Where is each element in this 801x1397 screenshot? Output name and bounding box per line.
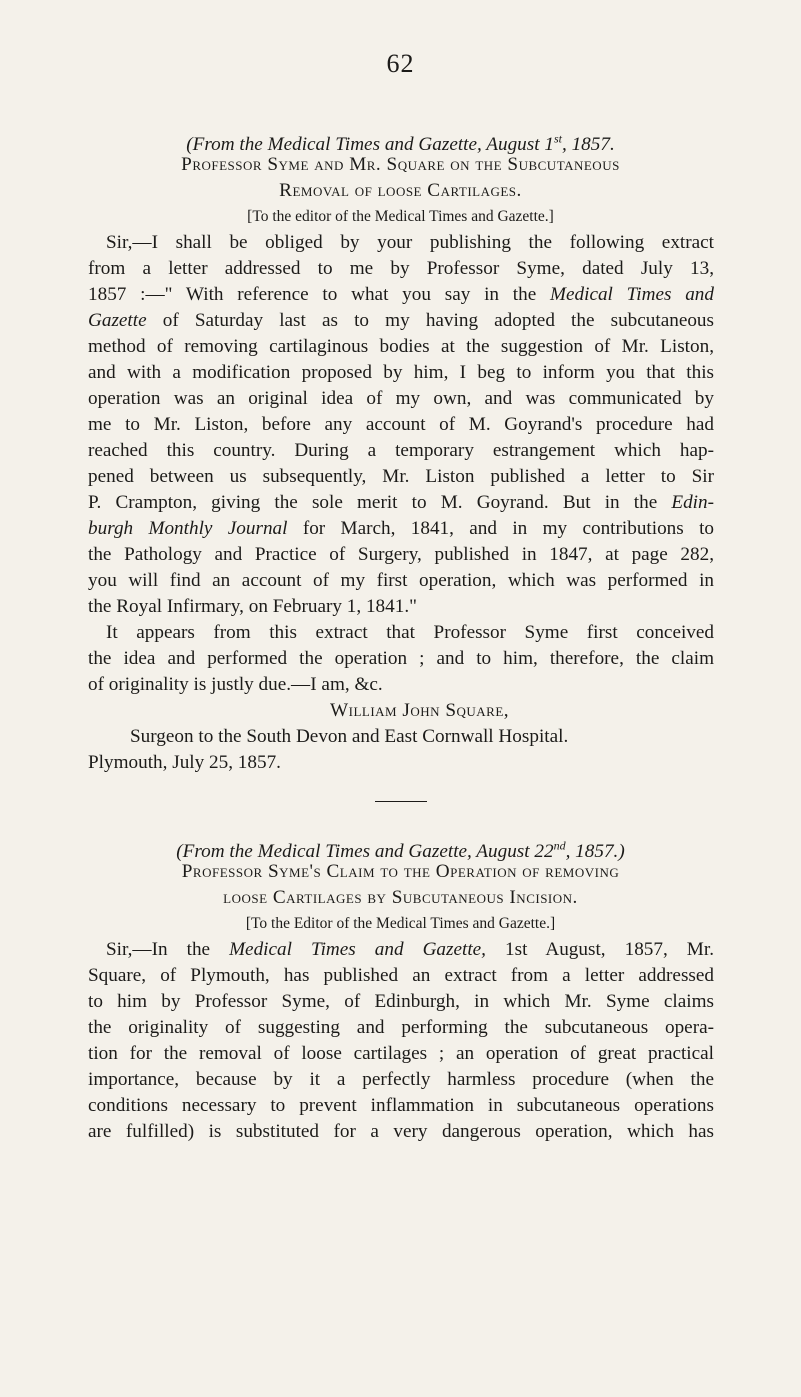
article1-line: the Royal Infirmary, on February 1, 1841." xyxy=(88,596,417,617)
article1-place-date: Plymouth, July 25, 1857. xyxy=(88,752,281,773)
article2-line: importance, because by it a perfectly harmless procedure (when the xyxy=(88,1069,714,1090)
section-divider xyxy=(375,801,427,802)
article1-signature-title: Surgeon to the South Devon and East Cornwall Hospital. xyxy=(130,726,569,747)
article1-line: the idea and performed the operation ; and to him, therefore, the claim xyxy=(88,648,714,669)
article2-editor-note: [To the Editor of the Medical Times and Gazette.] xyxy=(245,915,556,932)
article1-line: It appears from this extract that Professor Syme first conceived xyxy=(106,622,714,643)
article2-line: the originality of suggesting and performing the subcutaneous opera- xyxy=(88,1017,714,1038)
article1-line: Gazette of Saturday last as to my having adopted the subcutaneous xyxy=(88,310,714,331)
article1-line: the Pathology and Practice of Surgery, published in 1847, at page 282, xyxy=(88,544,714,565)
article1-line: burgh Monthly Journal for March, 1841, and in my contributions to xyxy=(88,518,715,539)
article2-line: Sir,—In the Medical Times and Gazette, 1st August, 1857, Mr. xyxy=(106,939,714,960)
article1-editor-note: [To the editor of the Medical Times and Gazette.] xyxy=(247,208,554,225)
article1-line: and with a modification proposed by him, I beg to inform you that this xyxy=(88,362,714,383)
article2-line: to him by Professor Syme, of Edinburgh, in which Mr. Syme claims xyxy=(88,991,714,1012)
article1-line: you will find an account of my first operation, which was performed in xyxy=(88,570,714,591)
article1-line: of originality is justly due.—I am, &c. xyxy=(88,674,383,695)
article1-line: operation was an original idea of my own, and was communicated by xyxy=(88,388,714,409)
article2-line: tion for the removal of loose cartilages ; an operation of great practical xyxy=(88,1043,714,1064)
article2-line: are fulfilled) is substituted for a very dangerous operation, which has xyxy=(88,1121,714,1142)
article2-title-line1: Professor Syme's Claim to the Operation of removing xyxy=(181,861,620,882)
article1-line: pened between us subsequently, Mr. Liston published a letter to Sir xyxy=(88,466,714,487)
article1-signature: William John Square, xyxy=(330,700,510,721)
article1-line: method of removing cartilaginous bodies at the suggestion of Mr. Liston, xyxy=(88,336,714,357)
article2-line: conditions necessary to prevent inflammation in subcutaneous operations xyxy=(88,1095,714,1116)
article1-line: me to Mr. Liston, before any account of M. Goyrand's procedure had xyxy=(88,414,714,435)
article1-source: (From the Medical Times and Gazette, August 1st, 1857. xyxy=(186,132,615,156)
article1-line: 1857 :—" With reference to what you say in the Medical Times and xyxy=(88,284,714,305)
article1-line: reached this country. During a temporary estrangement which hap- xyxy=(88,440,714,461)
article1-title-line1: Professor Syme and Mr. Square on the Subcutaneous xyxy=(181,154,620,175)
article1-title-line2: Removal of loose Cartilages. xyxy=(279,180,522,201)
article1-line: Sir,—I shall be obliged by your publishing the following extract xyxy=(106,232,714,253)
article2-source: (From the Medical Times and Gazette, August 22nd, 1857.) xyxy=(176,839,625,863)
article2-line: Square, of Plymouth, has published an extract from a letter addressed xyxy=(88,965,714,986)
article1-line: P. Crampton, giving the sole merit to M. Goyrand. But in the Edin- xyxy=(88,492,714,513)
page-number: 62 xyxy=(386,49,415,78)
article1-line: from a letter addressed to me by Professor Syme, dated July 13, xyxy=(88,258,714,279)
article2-title-line2: loose Cartilages by Subcutaneous Incision. xyxy=(223,887,578,908)
